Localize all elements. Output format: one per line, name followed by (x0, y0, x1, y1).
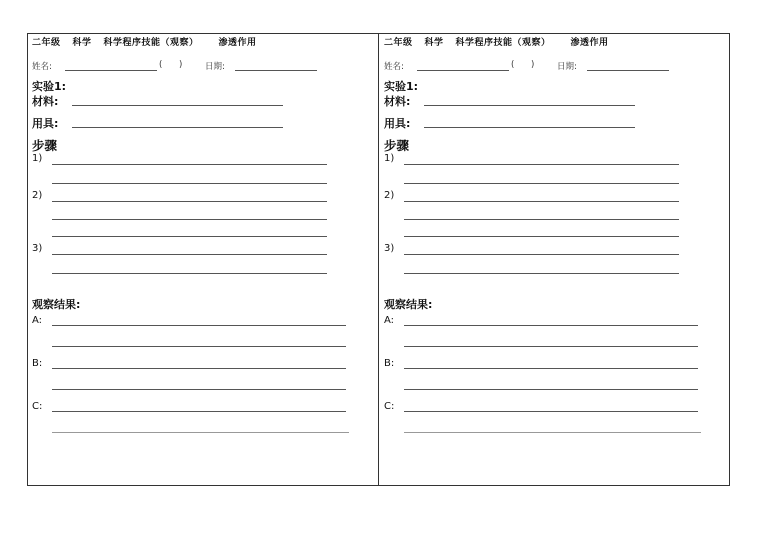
result-a-line-1[interactable] (52, 325, 346, 326)
step-1-line-1[interactable] (52, 164, 327, 165)
result-c-line-2[interactable] (52, 432, 349, 433)
paren-open: ( (511, 60, 515, 70)
step-3-line-2[interactable] (52, 273, 327, 274)
step-1-line-1[interactable] (404, 164, 679, 165)
result-c-line-2[interactable] (404, 432, 701, 433)
result-b-label: B: (384, 358, 395, 369)
worksheet-right (379, 33, 730, 486)
result-c-line-1[interactable] (404, 411, 698, 412)
step-1-line-2[interactable] (404, 183, 679, 184)
date-label: 日期: (205, 62, 225, 72)
materials-label: 材料: (384, 95, 411, 108)
step-2-line-1[interactable] (404, 201, 679, 202)
steps-heading: 步骤 (32, 138, 58, 153)
date-field[interactable] (235, 70, 317, 71)
step-1-label: 1) (384, 153, 395, 164)
experiment-title: 实验1: (32, 80, 67, 93)
result-a-label: A: (32, 315, 43, 326)
result-a-label: A: (384, 315, 395, 326)
step-3-label: 3) (384, 243, 395, 254)
step-3-line-1[interactable] (52, 254, 327, 255)
worksheet-header (384, 35, 609, 48)
topic-label: 科学程序技能（观察） (455, 38, 551, 48)
name-label: 姓名: (384, 62, 404, 72)
result-a-line-2[interactable] (52, 346, 346, 347)
step-2-line-2[interactable] (404, 219, 679, 220)
materials-label: 材料: (32, 95, 59, 108)
results-heading: 观察结果: (384, 298, 433, 311)
date-field[interactable] (587, 70, 669, 71)
materials-field[interactable] (72, 105, 283, 106)
subject-label: 科学 (72, 38, 92, 48)
unit-label: 渗透作用 (570, 38, 609, 48)
step-2-line-1[interactable] (52, 201, 327, 202)
result-b-line-1[interactable] (52, 368, 346, 369)
step-3-label: 3) (32, 243, 43, 254)
worksheet-left (27, 33, 378, 486)
step-1-label: 1) (32, 153, 43, 164)
grade-label: 二年级 (384, 38, 413, 48)
steps-heading: 步骤 (384, 138, 410, 153)
topic-label: 科学程序技能（观察） (103, 38, 199, 48)
paren-close: ) (179, 60, 183, 70)
results-heading: 观察结果: (32, 298, 81, 311)
step-1-line-2[interactable] (52, 183, 327, 184)
step-3-line-2[interactable] (404, 273, 679, 274)
paren-close: ) (531, 60, 535, 70)
tools-field[interactable] (72, 127, 283, 128)
grade-label: 二年级 (32, 38, 61, 48)
worksheet-header (32, 35, 257, 48)
step-2-label: 2) (384, 190, 395, 201)
materials-field[interactable] (424, 105, 635, 106)
subject-label: 科学 (424, 38, 444, 48)
step-2-line-3[interactable] (404, 236, 679, 237)
unit-label: 渗透作用 (218, 38, 257, 48)
tools-label: 用具: (384, 117, 411, 130)
tools-label: 用具: (32, 117, 59, 130)
result-a-line-2[interactable] (404, 346, 698, 347)
result-b-line-2[interactable] (52, 389, 346, 390)
step-3-line-1[interactable] (404, 254, 679, 255)
step-2-line-3[interactable] (52, 236, 327, 237)
result-c-label: C: (384, 401, 395, 412)
result-c-line-1[interactable] (52, 411, 346, 412)
step-2-line-2[interactable] (52, 219, 327, 220)
tools-field[interactable] (424, 127, 635, 128)
result-a-line-1[interactable] (404, 325, 698, 326)
name-label: 姓名: (32, 62, 52, 72)
result-c-label: C: (32, 401, 43, 412)
step-2-label: 2) (32, 190, 43, 201)
result-b-label: B: (32, 358, 43, 369)
name-field[interactable] (65, 70, 157, 71)
result-b-line-1[interactable] (404, 368, 698, 369)
name-field[interactable] (417, 70, 509, 71)
date-label: 日期: (557, 62, 577, 72)
paren-open: ( (159, 60, 163, 70)
result-b-line-2[interactable] (404, 389, 698, 390)
experiment-title: 实验1: (384, 80, 419, 93)
